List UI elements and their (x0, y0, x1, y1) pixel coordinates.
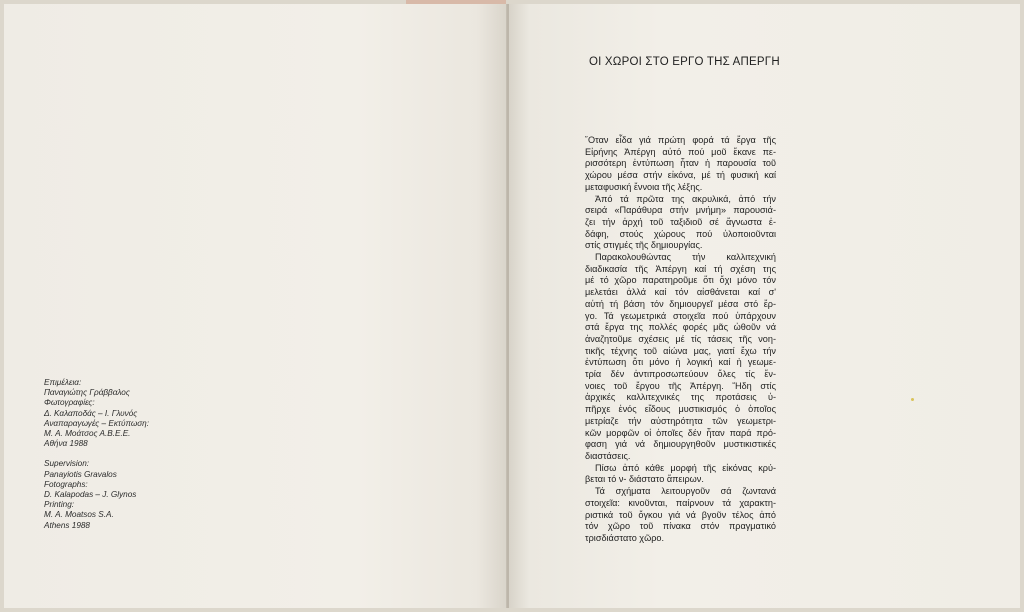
essay-line: τρισδιάστατο χῶρο. (585, 532, 665, 543)
essay-line: τρία δέν ἀντιπροσωπεύουν ὅλες τίς ἔν- (585, 369, 776, 380)
essay-line: νοιες τοῦ ἔργου τῆς Ἀπέργη. Ἤδη στίς (585, 380, 776, 391)
credit-printing-name-greek: Μ. Α. Μοάτσος Α.Β.Ε.Ε. (44, 429, 131, 439)
credit-place-date-greek: Αθήνα 1988 (44, 439, 88, 449)
essay-line: αὐτή τή βάση τόν δημιουργεῖ μέσα στό ἔρ- (585, 298, 776, 309)
essay-line: φαση γιά νά δημιουργηθοῦν μυστικιστικές (585, 439, 776, 450)
essay-line: Εἰρήνης Ἀπέργη αὐτό πού μοῦ ἔκανε πε- (585, 146, 776, 157)
credit-photos-names-english: D. Kalapodas – J. Glynos (44, 490, 137, 500)
essay-line: στά ἔργα της πολλές φορές μᾶς ὠθοῦν νά (585, 322, 776, 333)
credits-spacer (44, 449, 304, 459)
essay-line: μελετάει ἀλλά καί τόν αἰσθάνεται καί σ' (585, 287, 776, 298)
essay-line: ἐντύπωση ὅτι μόνο ἡ λογική καί ἡ γεωμε- (585, 357, 776, 368)
essay-line: στοιχεῖα: κινοῦνται, παίρνουν τά χαρακτη- (585, 497, 776, 508)
essay-line: ῞Οταν εἶδα γιά πρώτη φορά τά ἔργα τῆς (585, 135, 776, 145)
credit-supervision-label-english: Supervision: (44, 459, 90, 469)
credit-supervision-name-greek: Παναγιώτης Γράββαλος (44, 388, 130, 398)
credit-photos-names-greek: Δ. Καλαποδάς – Ι. Γλυνός (44, 408, 138, 418)
essay-line: ἀναζητοῦμε σχέσεις μέ τίς τάσεις τῆς νοη- (585, 333, 776, 344)
essay-line: μέ τό χῶρο παρατηροῦμε ὅτι ὄχι μόνο τόν (585, 275, 776, 286)
essay-line: μετρίαζε τήν αὐστηρότητα τῶν γεωμετρι- (585, 415, 776, 426)
essay-line: τικῆς τέχνης τοῦ αἰώνα μας, γιατί ἔχω τήν (585, 345, 776, 356)
essay-line: χώρου μέσα στήν εἰκόνα, μέ τή φυσική καί (585, 170, 776, 181)
credit-printing-name-english: M. A. Moatsos S.A. (44, 510, 114, 520)
essay-line: βεται τό ν- διάστατο ἄπειρων. (585, 474, 704, 485)
essay-line: μεταφυσική ἔννοια τῆς λέξης. (585, 181, 703, 192)
essay-line: σειρά «Παράθυρα στήν μνήμη» παρουσιά- (585, 205, 776, 216)
credit-photos-label-english: Fotographs: (44, 479, 88, 489)
colophon-credits (44, 378, 304, 531)
credit-printing-label-greek: Αναπαραγωγές – Εκτύπωση: (44, 418, 149, 428)
essay-body-text (585, 135, 776, 545)
essay-line: κῶν μορφῶν οἱ ὁποῖες δέν ἦταν παρά πρό- (585, 427, 776, 438)
essay-line: στίς στιγμές τῆς δημιουργίας. (585, 240, 703, 251)
credit-supervision-label-greek: Επιμέλεια: (44, 378, 82, 387)
essay-line: ζει τήν ἀρχή τοῦ ταξιδιοῦ σέ ἄγνωστα ἐ- (585, 216, 776, 227)
essay-line: διαδικασία τῆς Ἀπέργη καί τή σχέση της (585, 263, 776, 274)
essay-line: ριστικά τοῦ ὄγκου γιά νά βγοῦν τέλος ἀπό (585, 509, 776, 520)
essay-line: δάφη, στούς χώρους πού ὑλοποιοῦνται (585, 228, 776, 239)
credit-supervision-name-english: Panayiotis Gravalos (44, 469, 117, 479)
essay-line: ρισσότερη ἐντύπωση ἦταν ἡ παρουσία τοῦ (585, 158, 776, 169)
essay-title: ΟΙ ΧΩΡΟΙ ΣΤΟ ΕΡΓΟ ΤΗΣ ΑΠΕΡΓΗ (589, 56, 780, 68)
essay-line: γο. Τά γεωμετρικά στοιχεῖα πού ὑπάρχουν (585, 310, 776, 321)
essay-line: ἀρχικές καλλιτεχνικές της προτάσεις ὑ- (585, 392, 776, 403)
credit-photos-label-greek: Φωτογραφίες: (44, 398, 95, 408)
credit-printing-label-english: Printing: (44, 500, 75, 510)
essay-line: πῆρχε ἑνός εἴδους μυστικισμός ὁ ὁποῖος (585, 404, 776, 415)
essay-line: Παρακολουθώντας τήν καλλιτεχνική (595, 252, 776, 263)
essay-line: Πίσω ἀπό κάθε μορφή τῆς εἰκόνας κρύ- (595, 462, 776, 473)
credit-place-date-english: Athens 1988 (44, 520, 90, 530)
paper-speck (911, 398, 914, 401)
essay-line: τόν χῶρο τοῦ πίνακα στόν πραγματικό (585, 521, 776, 532)
essay-line: Τά σχήματα λειτουργοῦν σά ζωντανά (595, 486, 776, 497)
essay-line: διαστάσεις. (585, 450, 631, 461)
essay-line: Ἀπό τά πρῶτα της ακρυλικά, ἀπό τήν (595, 193, 776, 204)
